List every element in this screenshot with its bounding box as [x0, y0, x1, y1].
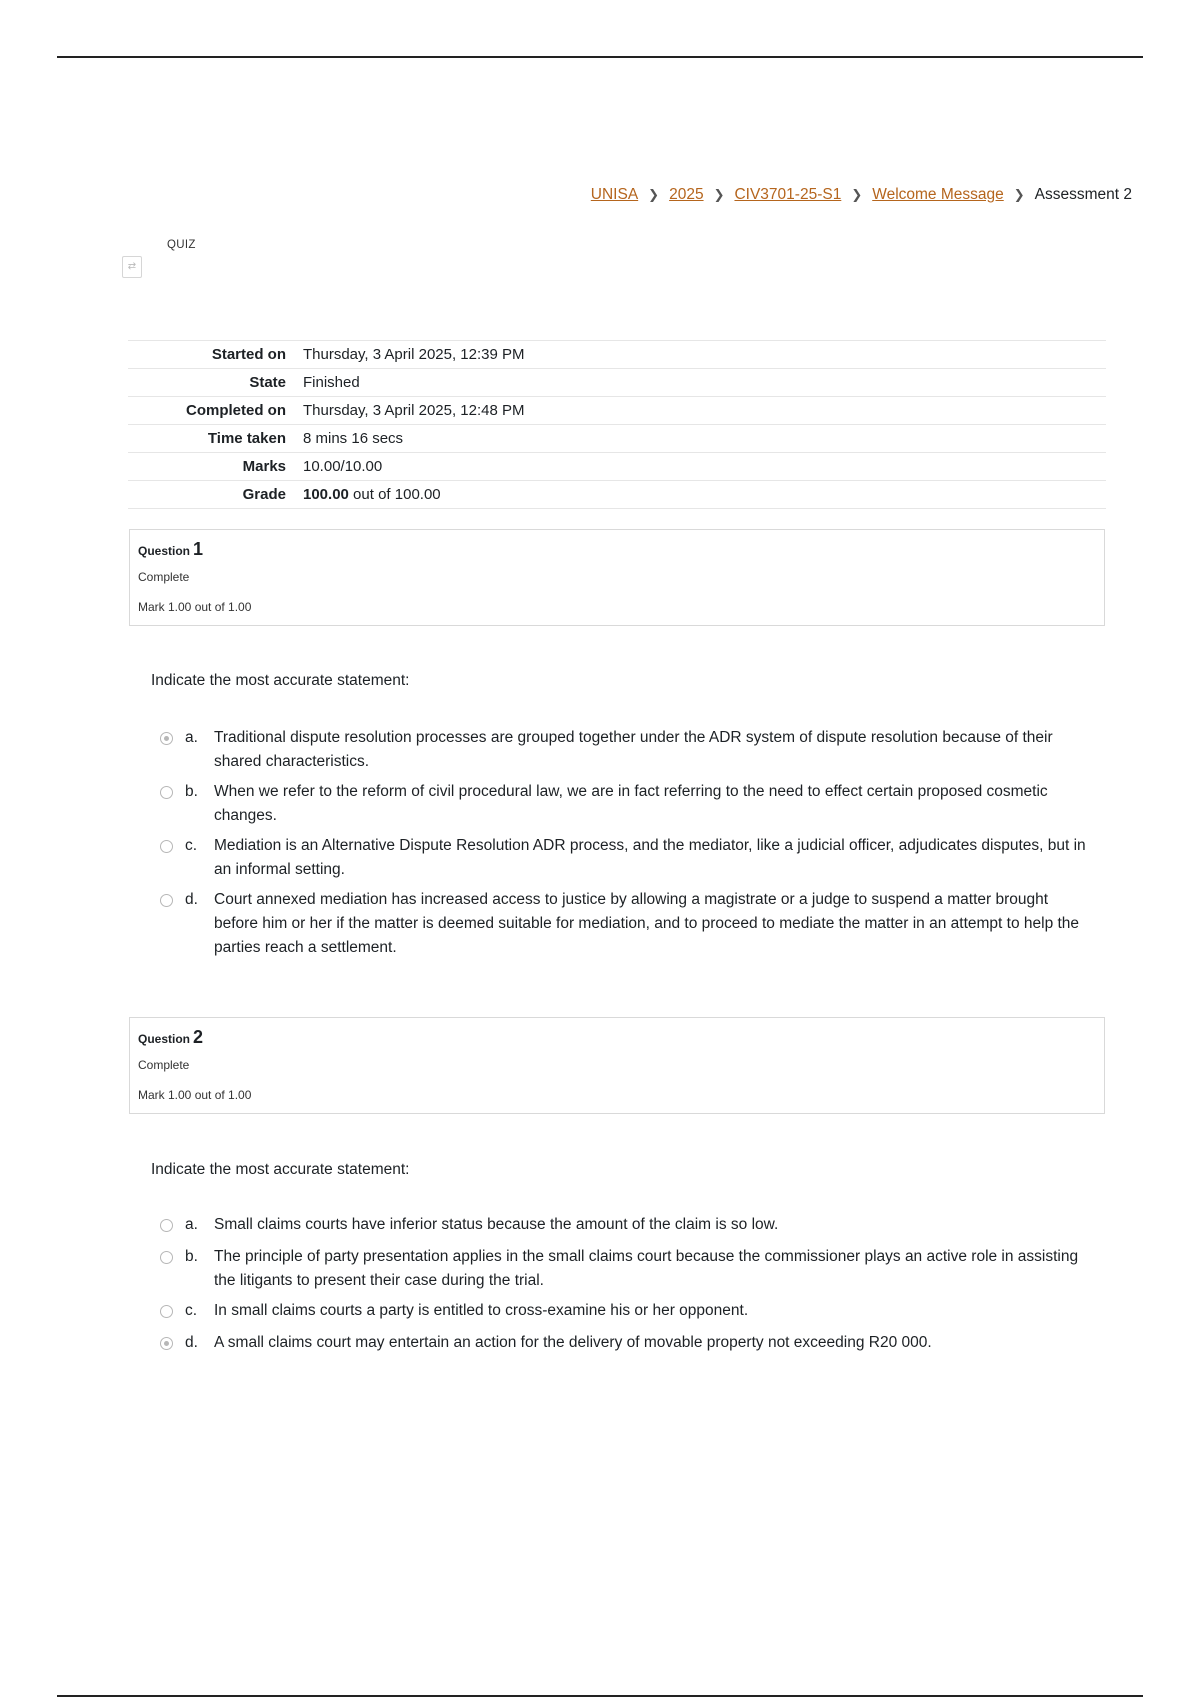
option-text: Court annexed mediation has increased access to justice by allowing a magistrate or a judge to suspend a matter brought before him or her if the matter is deemed suitable for mediation, and to proceed to mediate the matter in an attempt to help the parties reach a settlement.: [214, 891, 1080, 956]
question-number-value: 2: [193, 1027, 204, 1047]
attempt-summary-table: [128, 340, 1106, 509]
summary-row: [128, 397, 1106, 425]
option-letter: c.: [185, 837, 198, 854]
option-text: The principle of party presentation applies in the small claims court because the commissioner plays an active role in assisting the litigants to present their case during the trial.: [214, 1248, 1079, 1289]
answer-option[interactable]: [160, 1299, 1090, 1323]
question-info-2: [129, 1017, 1105, 1114]
option-letter: b.: [185, 783, 198, 800]
question-number: [138, 1027, 203, 1048]
summary-value: 10.00/10.00: [303, 458, 383, 475]
question-prefix: Question: [138, 544, 191, 558]
option-letter: a.: [185, 1216, 198, 1233]
summary-label: Marks: [242, 458, 286, 475]
summary-row: [128, 453, 1106, 481]
breadcrumb-link-year[interactable]: 2025: [669, 186, 704, 203]
summary-row: [128, 341, 1106, 369]
activity-type-label: QUIZ: [167, 239, 196, 251]
question-text-1: Indicate the most accurate statement:: [151, 672, 410, 689]
radio-unselected[interactable]: [160, 1251, 173, 1264]
option-letter: d.: [185, 891, 198, 908]
option-letter: a.: [185, 729, 198, 746]
summary-row: [128, 425, 1106, 453]
question-state: Complete: [138, 1058, 190, 1072]
answer-list-2: [160, 1213, 1090, 1355]
radio-unselected[interactable]: [160, 894, 173, 907]
chevron-right-icon: ❯: [1013, 187, 1025, 202]
answer-option[interactable]: [160, 834, 1090, 882]
option-text: A small claims court may entertain an action for the delivery of movable property not exceeding R20 000.: [214, 1334, 932, 1351]
breadcrumb-link-unisa[interactable]: UNISA: [590, 186, 639, 203]
answer-list-1: [160, 726, 1090, 960]
answer-option[interactable]: [160, 888, 1090, 960]
question-prefix: Question: [138, 1032, 191, 1046]
question-number: [138, 539, 203, 560]
option-text: In small claims courts a party is entitled to cross-examine his or her opponent.: [214, 1302, 749, 1319]
summary-label: State: [249, 374, 286, 391]
radio-selected[interactable]: [160, 732, 173, 745]
summary-value: Finished: [303, 374, 360, 391]
summary-value: Thursday, 3 April 2025, 12:39 PM: [303, 346, 525, 363]
radio-selected[interactable]: [160, 1337, 173, 1350]
question-info-1: [129, 529, 1105, 626]
radio-unselected[interactable]: [160, 1305, 173, 1318]
option-text: Mediation is an Alternative Dispute Resolution ADR process, and the mediator, like a judicial officer, adjudicates disputes, but in an informal setting.: [214, 837, 1086, 878]
question-state: Complete: [138, 570, 190, 584]
bottom-rule: [57, 1695, 1143, 1697]
answer-option[interactable]: [160, 1331, 1090, 1355]
summary-row: [128, 369, 1106, 397]
chevron-right-icon: ❯: [851, 187, 863, 202]
summary-value: 8 mins 16 secs: [303, 430, 404, 447]
option-letter: b.: [185, 1248, 198, 1265]
summary-label: Grade: [242, 486, 286, 503]
answer-option[interactable]: [160, 1213, 1090, 1237]
quiz-icon: ⇄: [122, 256, 142, 278]
summary-label: Time taken: [207, 430, 286, 447]
breadcrumb-link-course[interactable]: CIV3701-25-S1: [734, 186, 842, 203]
breadcrumb-link-welcome[interactable]: Welcome Message: [872, 186, 1004, 203]
option-letter: d.: [185, 1334, 198, 1351]
summary-value: Thursday, 3 April 2025, 12:48 PM: [303, 402, 525, 419]
answer-option[interactable]: [160, 726, 1090, 774]
option-letter: c.: [185, 1302, 198, 1319]
breadcrumb-current: Assessment 2: [1034, 186, 1132, 203]
grade-value: [303, 481, 1106, 509]
question-mark: Mark 1.00 out of 1.00: [138, 600, 252, 614]
question-text-2: Indicate the most accurate statement:: [151, 1161, 410, 1178]
grade-score: 100.00: [303, 486, 349, 503]
answer-option[interactable]: [160, 780, 1090, 828]
option-text: When we refer to the reform of civil procedural law, we are in fact referring to the need to effect certain proposed cosmetic changes.: [214, 783, 1048, 824]
summary-label: Completed on: [186, 402, 286, 419]
chevron-right-icon: ❯: [648, 187, 660, 202]
grade-suffix: out of 100.00: [348, 486, 441, 503]
option-text: Traditional dispute resolution processes are grouped together under the ADR system of dispute resolution because of their shared characteristics.: [214, 729, 1053, 770]
answer-option[interactable]: [160, 1245, 1090, 1293]
chevron-right-icon: ❯: [713, 187, 725, 202]
question-number-value: 1: [193, 539, 204, 559]
option-text: Small claims courts have inferior status because the amount of the claim is so low.: [214, 1216, 779, 1233]
summary-row-grade: [128, 481, 1106, 509]
radio-unselected[interactable]: [160, 786, 173, 799]
summary-label: Started on: [211, 346, 286, 363]
question-mark: Mark 1.00 out of 1.00: [138, 1088, 252, 1102]
top-rule: [57, 56, 1143, 58]
radio-unselected[interactable]: [160, 840, 173, 853]
radio-unselected[interactable]: [160, 1219, 173, 1232]
breadcrumb: [591, 186, 1132, 204]
